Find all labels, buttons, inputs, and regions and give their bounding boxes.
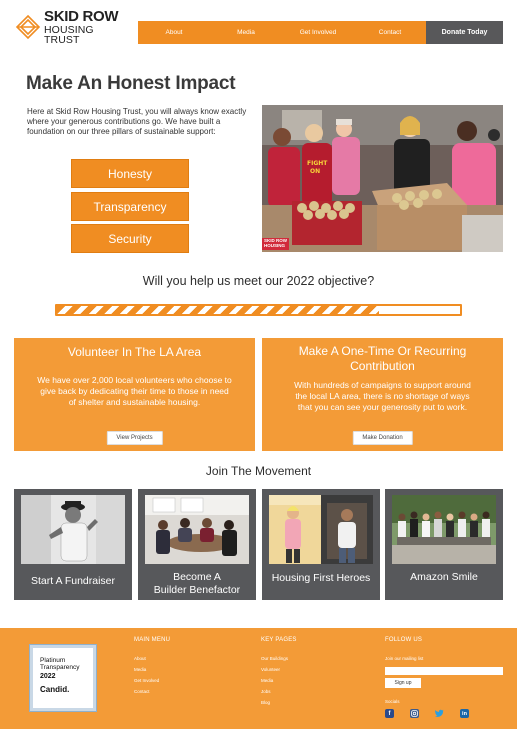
card-builder-benefactor-line2: Builder Benefactor: [153, 583, 241, 596]
card-start-fundraiser-label: Start A Fundraiser: [30, 575, 116, 587]
pillar-honesty-button[interactable]: Honesty: [71, 159, 189, 188]
make-donation-button[interactable]: Make Donation: [352, 431, 412, 445]
amazon-smile-photo: [392, 495, 496, 564]
svg-text:ON: ON: [310, 168, 321, 175]
photo-badge-line1: SKID ROW: [264, 238, 287, 244]
logo-name-line1: SKID ROW: [44, 7, 119, 25]
volunteer-panel-body: We have over 2,000 local volunteers who choose to give back by dedicating their time to those in need of shelter and sustainable housing.: [37, 375, 232, 408]
footer-link-our-buildings[interactable]: Our Buildings: [261, 656, 289, 661]
card-builder-benefactor[interactable]: [138, 489, 256, 600]
linkedin-icon[interactable]: in: [460, 709, 469, 718]
contribution-panel-title: Make A One-Time Or Recurring Contribution: [298, 344, 467, 373]
donate-today-button[interactable]: Donate Today: [426, 21, 503, 44]
facebook-icon[interactable]: f: [385, 709, 394, 718]
twitter-icon[interactable]: [435, 709, 444, 718]
footer-link-jobs[interactable]: Jobs: [261, 689, 271, 694]
footer-link-key-media[interactable]: Media: [261, 678, 274, 683]
photo-badge-line2: HOUSING: [264, 243, 286, 249]
mailing-list-email-input[interactable]: [385, 667, 503, 675]
footer-link-media[interactable]: Media: [134, 667, 147, 672]
seal-year: 2022: [40, 672, 56, 680]
volunteer-panel-title: Volunteer In The LA Area: [67, 345, 202, 359]
volunteer-panel: [14, 338, 255, 451]
instagram-icon[interactable]: [410, 709, 419, 718]
hero-text: Here at Skid Row Housing Trust, you will always know exactly where your generous contributions go. We have built a foundation on our three pillars of sustainable support:: [27, 107, 247, 136]
nav-media[interactable]: Media: [210, 21, 282, 44]
hero-title: Make An Honest Impact: [26, 73, 236, 94]
card-amazon-smile-label: Amazon Smile: [410, 571, 478, 583]
main-nav: [138, 21, 503, 44]
photo-watermark-badge: [262, 238, 289, 250]
pillar-transparency-button[interactable]: Transparency: [71, 192, 189, 221]
mailing-list-label: Join our mailing list: [385, 656, 424, 661]
logo-diamond-icon: [14, 13, 42, 41]
card-builder-benefactor-line1: Become A: [173, 571, 221, 583]
twitter-glyph: [435, 709, 444, 718]
footer-key-pages-title: KEY PAGES: [261, 637, 297, 643]
fundraiser-photo-illustration: [21, 495, 125, 564]
footer-main-menu-title: MAIN MENU: [134, 637, 171, 643]
card-housing-first-heroes[interactable]: [262, 489, 380, 600]
volunteers-photo-illustration: [262, 105, 503, 252]
card-builder-benefactor-label: [138, 571, 256, 596]
card-amazon-smile[interactable]: [385, 489, 503, 600]
seal-brand: Candid.: [40, 684, 70, 694]
benefactor-photo-illustration: [145, 495, 249, 564]
sign-up-button[interactable]: Sign up: [385, 678, 421, 688]
seal-line2: Transparency: [40, 664, 80, 672]
footer-link-volunteer[interactable]: Volunteer: [261, 667, 281, 672]
contribution-panel-body: With hundreds of campaigns to support around the local LA area, there is no shortage of ways that you can see your generosity put to work.: [294, 380, 471, 413]
contribution-panel: [262, 338, 503, 451]
card-start-fundraiser[interactable]: [14, 489, 132, 600]
card-housing-first-heroes-label: Housing First Heroes: [271, 572, 371, 584]
candid-transparency-seal[interactable]: [30, 645, 96, 711]
benefactor-photo: [145, 495, 249, 564]
objective-question: Will you help us meet our 2022 objective?: [142, 274, 375, 288]
svg-text:FIGHT: FIGHT: [307, 160, 328, 167]
nav-get-involved[interactable]: Get Involved: [282, 21, 354, 44]
footer-link-contact[interactable]: Contact: [134, 689, 150, 694]
footer-link-blog[interactable]: Blog: [261, 700, 271, 705]
instagram-glyph: [411, 710, 418, 717]
objective-progress-bar: [55, 304, 462, 316]
amazon-smile-photo-illustration: [392, 495, 496, 564]
heroes-photo: [269, 495, 373, 564]
join-movement-title: Join The Movement: [205, 464, 312, 478]
heroes-photo-illustration: [269, 495, 373, 564]
footer-follow-title: FOLLOW US: [385, 637, 423, 643]
objective-progress-fill: [57, 306, 379, 314]
footer-link-about[interactable]: About: [134, 656, 146, 661]
footer-link-get-involved[interactable]: Get Involved: [134, 678, 160, 683]
view-projects-button[interactable]: View Projects: [106, 431, 162, 445]
logo[interactable]: [14, 7, 124, 46]
seal-line1: Platinum: [40, 657, 66, 664]
socials-label: Socials: [385, 699, 400, 704]
pillar-security-button[interactable]: Security: [71, 224, 189, 253]
nav-about[interactable]: About: [138, 21, 210, 44]
volunteers-photo: [262, 105, 503, 252]
fundraiser-photo: [21, 495, 125, 564]
nav-contact[interactable]: Contact: [354, 21, 426, 44]
logo-name-line2: HOUSING TRUST: [44, 23, 94, 46]
